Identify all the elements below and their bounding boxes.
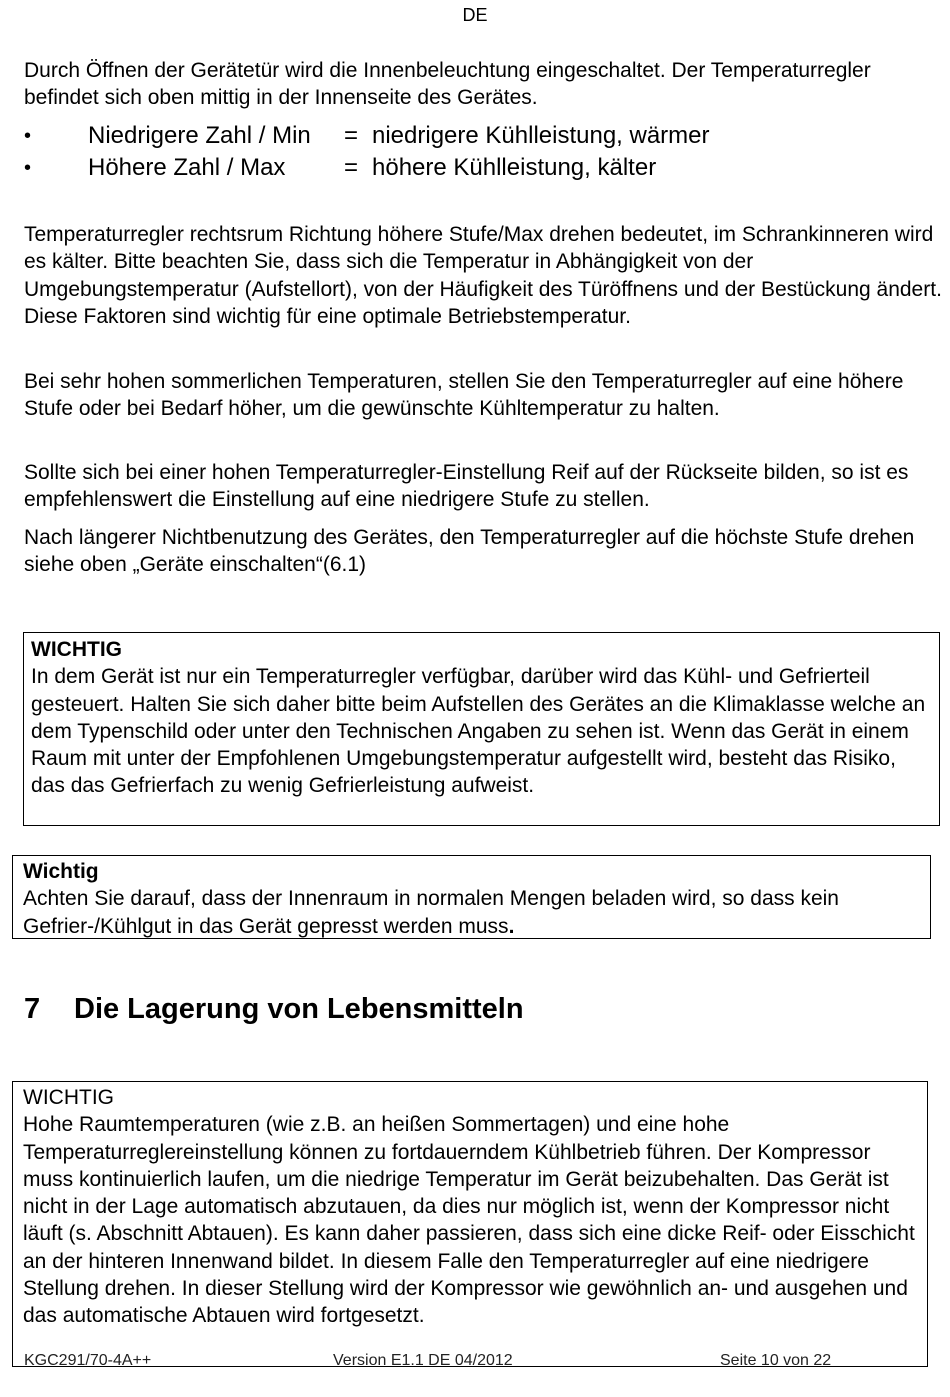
equals-sign: = <box>344 122 359 149</box>
notice-title: Wichtig <box>23 860 99 883</box>
paragraph-regulator-direction: Temperaturregler rechtsrum Richtung höhere Stufe/Max drehen bedeutet, im Schrankinneren wird es kälter. Bitte beachten Sie, dass sich die Temperatur in Abhängigkeit von der Umgebungstemperatur (Aufstellort), von der Häufigkeit des Türöffnens und der Bestückung ändert. Diese Faktoren sind wichtig für eine optimale Betriebstemperatur. <box>24 223 942 328</box>
section-title: Die Lagerung von Lebensmitteln <box>74 993 524 1025</box>
footer-model: KGC291/70-4A++ <box>24 1352 152 1369</box>
footer-version: Version E1.1 DE 04/2012 <box>333 1352 513 1369</box>
intro-paragraph: Durch Öffnen der Gerätetür wird die Innenbeleuchtung eingeschaltet. Der Temperaturregler befindet sich oben mittig in der Innenseite des Gerätes. <box>24 59 871 110</box>
notice-box-defrost <box>12 1081 928 1367</box>
notice-body: Hohe Raumtemperaturen (wie z.B. an heißen Sommertagen) und eine hohe Temperaturreglereinstellung können zu fortdauerndem Kühlbetrieb führen. Der Kompressor muss kontinuierlich laufen, um die niedrige Temperatur im Gerät beizubehalten. Das Gerät ist nicht in der Lage automatisch abzutauen, da dies nur möglich ist, wenn der Kompressor nicht läuft (s. Abschnitt Abtauen). Es kann daher passieren, dass sich eine dicke Reif- oder Eisschicht an der hinteren Innenwand bildet. In diesem Falle den Temperaturregler auf eine niedrigere Stellung drehen. In dieser Stellung wird der Kompressor wie gewöhnlich an- und ausgehen und das automatische Abtauen wird fortgesetzt. <box>23 1113 915 1328</box>
notice-title: WICHTIG <box>31 638 122 661</box>
equals-sign: = <box>344 154 359 181</box>
list-item <box>24 152 924 184</box>
bullet-icon: • <box>24 157 32 179</box>
notice-body: In dem Gerät ist nur ein Temperaturregler verfügbar, darüber wird das Kühl- und Gefrierteil gesteuert. Halten Sie sich daher bitte beim Aufstellen des Gerätes an die Klimaklasse welche an dem Typenschild oder unter den Technischen Angaben zu sehen ist. Wenn das Gerät in einem Raum mit unter der Empfohlenen Umgebungstemperatur aufgestellt wird, besteht das Risiko, das das Gefrierfach zu wenig Gefrierleistung aufweist. <box>31 665 926 798</box>
scale-meaning: niedrigere Kühlleistung, wärmer <box>372 122 710 149</box>
scale-label: Niedrigere Zahl / Min <box>88 122 311 149</box>
notice-box-climate-class <box>23 632 940 826</box>
bullet-icon: • <box>24 125 32 147</box>
temperature-scale-list <box>24 120 924 184</box>
footer-page-number: Seite 10 von 22 <box>720 1352 832 1369</box>
paragraph-long-disuse: Nach längerer Nichtbenutzung des Gerätes, den Temperaturregler auf die höchste Stufe drehen siehe oben „Geräte einschalten“(6.1) <box>24 526 915 577</box>
paragraph-frost-rear: Sollte sich bei einer hohen Temperaturregler-Einstellung Reif auf der Rückseite bilden, so ist es empfehlenswert die Einstellung auf eine niedrigere Stufe zu stellen. <box>24 461 909 512</box>
section-number: 7 <box>24 993 41 1025</box>
notice-body: Achten Sie darauf, dass der Innenraum in normalen Mengen beladen wird, so dass kein Gefrier-/Kühlgut in das Gerät gepresst werden muss. <box>23 887 839 938</box>
scale-label: Höhere Zahl / Max <box>88 154 286 181</box>
notice-title: WICHTIG <box>23 1086 114 1109</box>
paragraph-summer-temperatures: Bei sehr hohen sommerlichen Temperaturen, stellen Sie den Temperaturregler auf eine höhere Stufe oder bei Bedarf höher, um die gewünschte Kühltemperatur zu halten. <box>24 370 904 421</box>
section-heading <box>24 993 524 1026</box>
notice-box-loading <box>12 855 931 939</box>
page-header-language: DE <box>462 5 488 25</box>
list-item <box>24 120 924 152</box>
scale-meaning: höhere Kühlleistung, kälter <box>372 154 657 181</box>
